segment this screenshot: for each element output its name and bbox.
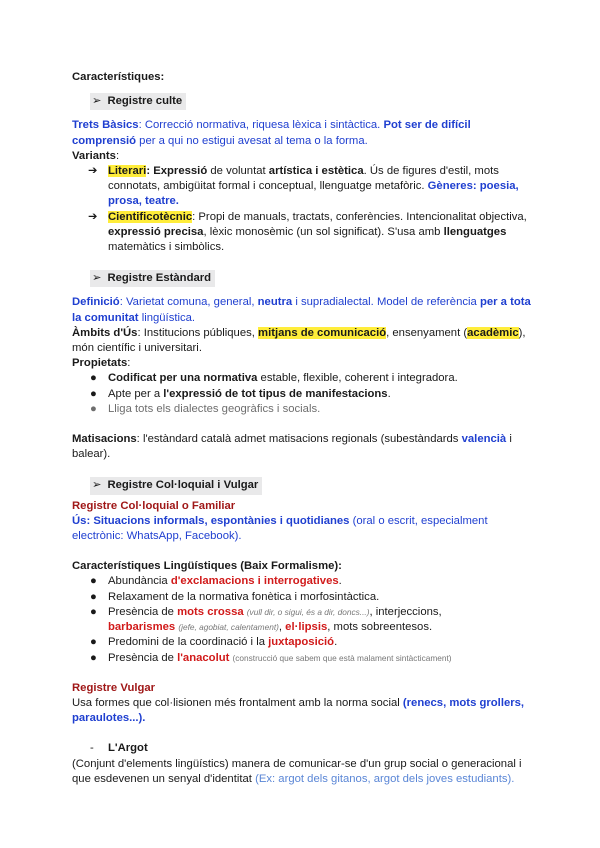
section-header-culte: ➢ Registre culte — [72, 93, 530, 110]
bullet-icon: ● — [90, 651, 97, 664]
list-item-prop-3: ● Lliga tots els dialectes geogràfics i socials. — [72, 402, 530, 417]
arrow-icon: ➢ — [92, 479, 102, 492]
bullet-icon: ● — [90, 590, 97, 603]
list-item-ling-1: ● Abundància d'exclamacions i interrogatives. — [72, 574, 530, 589]
page-title: Característiques: — [72, 71, 165, 83]
arrow-icon: ➢ — [92, 95, 102, 108]
list-item-ling-2: ● Relaxament de la normativa fonètica i morfosintàctica. — [72, 590, 530, 605]
list-item-argot: - L'Argot — [72, 741, 530, 756]
bullet-icon: ● — [90, 402, 97, 415]
list-item-prop-1: ● Codificat per una normativa estable, flexible, coherent i integradora. — [72, 371, 530, 386]
arrow-icon: ➢ — [92, 272, 102, 285]
list-item-ling-4: ● Predomini de la coordinació i la juxtaposició. — [72, 635, 530, 650]
trets-line-1: Trets Bàsics: Correcció normativa, riquesa lèxica i sintàctica. Pot ser de difícil — [72, 119, 471, 132]
argot-line-2: que esdevenen un senyal d'identitat (Ex: argot dels gitanos, argot dels joves estudiants). — [72, 772, 515, 785]
subheading-colloquial-familiar: Registre Col·loquial o Familiar — [72, 499, 236, 512]
bullet-icon: ● — [90, 372, 97, 385]
section-header-colloquial: ➢ Registre Col·loquial i Vulgar — [72, 477, 530, 494]
bullet-icon: ● — [90, 605, 97, 618]
ambits-line-2: món científic i universitari. — [72, 342, 202, 355]
matisacions-line-1: Matisacions: l'estàndard català admet matisacions regionals (subestàndards valencià i — [72, 433, 512, 446]
bullet-icon: ● — [90, 636, 97, 649]
dash-icon: - — [90, 742, 94, 755]
matisacions-line-2: balear). — [72, 448, 111, 461]
propietats-label: Propietats: — [72, 357, 131, 370]
ambits-line-1: Àmbits d'Ús: Institucions públiques, mitjans de comunicació, ensenyament (acadèmic), — [72, 326, 526, 339]
list-item-prop-2: ● Apte per a l'expressió de tot tipus de manifestacions. — [72, 387, 530, 402]
vulgar-line-2: paraulotes...). — [72, 712, 146, 725]
us-line-1: Ús: Situacions informals, espontànies i quotidianes (oral o escrit, especialment — [72, 514, 488, 527]
trets-line-2: comprensió per a qui no estigui avesat al tema o la forma. — [72, 134, 368, 147]
bullet-icon: ● — [90, 575, 97, 588]
subheading-vulgar: Registre Vulgar — [72, 681, 156, 694]
vulgar-line-1: Usa formes que col·lisionen més frontalment amb la norma social (renecs, mots grollers, — [72, 696, 525, 709]
list-item-ling-3: ● Presència de mots crossa (vull dir, o sigui, és a dir, doncs...), interjeccions, barbarismes (jefe, agobiat, calentament), el·lipsis, mots sobreentesos. — [90, 605, 442, 634]
list-item-ling-5: ● Presència de l'anacolut (construcció que sabem que està malament sintàcticament) — [72, 651, 530, 666]
ling-title: Característiques Lingüístiques (Baix Formalisme): — [72, 560, 342, 573]
definicio-line-1: Definició: Varietat comuna, general, neutra i supradialectal. Model de referència per a tota — [72, 296, 531, 309]
definicio-line-2: la comunitat lingüística. — [72, 311, 196, 324]
list-item-cientificotecnic: ➔ Cientificotècnic: Propi de manuals, tractats, conferències. Intencionalitat objectiva, expressió precisa, lèxic monosèmic (un sol significat). S'usa amb llenguatges matemàtics i simbòlics. — [88, 210, 527, 254]
right-arrow-icon: ➔ — [88, 210, 98, 223]
bullet-icon: ● — [90, 387, 97, 400]
argot-line-1: (Conjunt d'elements lingüístics) manera de comunicar-se d'un grup social o generacional i — [72, 757, 522, 770]
variants-label: Variants: — [72, 149, 120, 162]
section-header-estandard: ➢ Registre Estàndard — [72, 270, 530, 287]
us-line-2: electrònic: WhatsApp, Facebook). — [72, 530, 242, 543]
list-item-literari: ➔ Literari: Expressió de voluntat artística i estètica. Ús de figures d'estil, mots connotats, ambigüitat formal i conceptual, llenguatge metafòric. Gèneres: poesia, prosa, teatre. — [88, 165, 519, 208]
right-arrow-icon: ➔ — [88, 165, 98, 178]
